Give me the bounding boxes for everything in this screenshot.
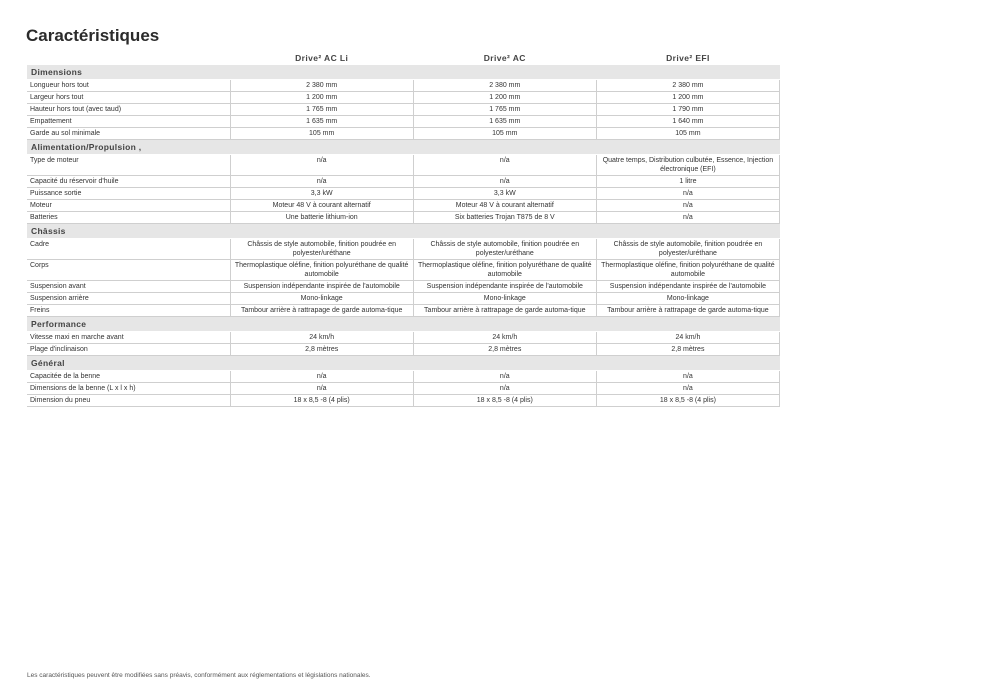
section-title: Dimensions bbox=[27, 65, 780, 80]
spec-value: 2 380 mm bbox=[596, 80, 779, 92]
section-title: Général bbox=[27, 356, 780, 371]
spec-value: 18 x 8,5 -8 (4 plis) bbox=[413, 395, 596, 407]
spec-value: 18 x 8,5 -8 (4 plis) bbox=[596, 395, 779, 407]
spec-value: 2,8 mètres bbox=[413, 344, 596, 356]
spec-value: Quatre temps, Distribution culbutée, Essence, Injection électronique (EFI) bbox=[596, 155, 779, 176]
table-row bbox=[27, 239, 780, 260]
spec-value: Thermoplastique oléfine, finition polyuréthane de qualité automobile bbox=[230, 260, 413, 281]
table-row bbox=[27, 92, 780, 104]
table-row bbox=[27, 383, 780, 395]
spec-label: Moteur bbox=[27, 200, 230, 212]
table-row bbox=[27, 104, 780, 116]
spec-value: 1 790 mm bbox=[596, 104, 779, 116]
spec-value: Tambour arrière à rattrapage de garde automa-tique bbox=[230, 305, 413, 317]
spec-label: Plage d'inclinaison bbox=[27, 344, 230, 356]
spec-value: 1 765 mm bbox=[413, 104, 596, 116]
spec-value: 1 765 mm bbox=[230, 104, 413, 116]
spec-value: 1 200 mm bbox=[413, 92, 596, 104]
spec-value: 3,3 kW bbox=[230, 188, 413, 200]
spec-value: 105 mm bbox=[230, 128, 413, 140]
spec-value: 18 x 8,5 -8 (4 plis) bbox=[230, 395, 413, 407]
model-header: Drive² AC bbox=[483, 53, 526, 63]
table-row bbox=[27, 176, 780, 188]
spec-value: Tambour arrière à rattrapage de garde automa-tique bbox=[413, 305, 596, 317]
spec-value: n/a bbox=[596, 212, 779, 224]
spec-label: Capacitée de la benne bbox=[27, 371, 230, 383]
spec-value: 2,8 mètres bbox=[596, 344, 779, 356]
spec-value: n/a bbox=[596, 383, 779, 395]
spec-label: Suspension avant bbox=[27, 281, 230, 293]
table-row bbox=[27, 305, 780, 317]
section-title: Alimentation/Propulsion , bbox=[27, 140, 780, 155]
table-row bbox=[27, 344, 780, 356]
spec-value: n/a bbox=[230, 155, 413, 176]
header-spacer bbox=[27, 52, 230, 65]
spec-value: n/a bbox=[596, 200, 779, 212]
section-header-row bbox=[27, 317, 780, 332]
spec-value: 24 km/h bbox=[413, 332, 596, 344]
spec-value: Tambour arrière à rattrapage de garde automa-tique bbox=[596, 305, 779, 317]
section-title: Performance bbox=[27, 317, 780, 332]
table-row bbox=[27, 116, 780, 128]
table-row bbox=[27, 281, 780, 293]
spec-value: Une batterie lithium-ion bbox=[230, 212, 413, 224]
spec-value: 1 640 mm bbox=[596, 116, 779, 128]
table-row bbox=[27, 80, 780, 92]
spec-label: Empattement bbox=[27, 116, 230, 128]
spec-value: 24 km/h bbox=[230, 332, 413, 344]
table-row bbox=[27, 395, 780, 407]
spec-label: Vitesse maxi en marche avant bbox=[27, 332, 230, 344]
spec-label: Puissance sortie bbox=[27, 188, 230, 200]
table-row bbox=[27, 212, 780, 224]
spec-value: n/a bbox=[596, 188, 779, 200]
table-row bbox=[27, 188, 780, 200]
spec-label: Garde au sol minimale bbox=[27, 128, 230, 140]
spec-value: Mono-linkage bbox=[230, 293, 413, 305]
spec-value: n/a bbox=[413, 176, 596, 188]
spec-value: Mono-linkage bbox=[413, 293, 596, 305]
section-header-row bbox=[27, 224, 780, 239]
spec-label: Capacité du réservoir d'huile bbox=[27, 176, 230, 188]
spec-value: Suspension indépendante inspirée de l'automobile bbox=[413, 281, 596, 293]
spec-value: 2 380 mm bbox=[413, 80, 596, 92]
table-row bbox=[27, 293, 780, 305]
spec-value: Suspension indépendante inspirée de l'automobile bbox=[596, 281, 779, 293]
spec-value: Thermoplastique oléfine, finition polyuréthane de qualité automobile bbox=[596, 260, 779, 281]
spec-value: 3,3 kW bbox=[413, 188, 596, 200]
model-header-row bbox=[27, 52, 780, 65]
spec-label: Batteries bbox=[27, 212, 230, 224]
table-row bbox=[27, 155, 780, 176]
spec-value: n/a bbox=[230, 176, 413, 188]
spec-label: Freins bbox=[27, 305, 230, 317]
section-header-row bbox=[27, 140, 780, 155]
table-row bbox=[27, 371, 780, 383]
model-header: Drive² AC Li bbox=[295, 53, 349, 63]
spec-value: Châssis de style automobile, finition poudrée en polyester/uréthane bbox=[230, 239, 413, 260]
spec-value: 1 635 mm bbox=[413, 116, 596, 128]
spec-value: Moteur 48 V à courant alternatif bbox=[230, 200, 413, 212]
footnote: Les caractéristiques peuvent être modifiées sans préavis, conformément aux réglementations et législations nationales. bbox=[27, 672, 371, 679]
spec-value: 2 380 mm bbox=[230, 80, 413, 92]
spec-label: Dimensions de la benne (L x l x h) bbox=[27, 383, 230, 395]
spec-label: Largeur hors tout bbox=[27, 92, 230, 104]
spec-value: n/a bbox=[230, 383, 413, 395]
spec-value: Moteur 48 V à courant alternatif bbox=[413, 200, 596, 212]
table-row bbox=[27, 260, 780, 281]
spec-value: Thermoplastique oléfine, finition polyuréthane de qualité automobile bbox=[413, 260, 596, 281]
spec-label: Longueur hors tout bbox=[27, 80, 230, 92]
spec-value: n/a bbox=[230, 371, 413, 383]
spec-value: 1 200 mm bbox=[596, 92, 779, 104]
table-row bbox=[27, 200, 780, 212]
spec-label: Cadre bbox=[27, 239, 230, 260]
section-header-row bbox=[27, 65, 780, 80]
spec-value: Châssis de style automobile, finition poudrée en polyester/uréthane bbox=[413, 239, 596, 260]
spec-label: Corps bbox=[27, 260, 230, 281]
spec-label: Type de moteur bbox=[27, 155, 230, 176]
spec-label: Hauteur hors tout (avec taud) bbox=[27, 104, 230, 116]
spec-value: 1 200 mm bbox=[230, 92, 413, 104]
spec-value: 2,8 mètres bbox=[230, 344, 413, 356]
spec-value: 1 635 mm bbox=[230, 116, 413, 128]
spec-value: Six batteries Trojan T875 de 8 V bbox=[413, 212, 596, 224]
spec-label: Dimension du pneu bbox=[27, 395, 230, 407]
spec-value: Suspension indépendante inspirée de l'automobile bbox=[230, 281, 413, 293]
page-title: Caractéristiques bbox=[26, 26, 160, 45]
spec-value: n/a bbox=[413, 371, 596, 383]
section-header-row bbox=[27, 356, 780, 371]
spec-value: 105 mm bbox=[596, 128, 779, 140]
spec-value: Châssis de style automobile, finition poudrée en polyester/uréthane bbox=[596, 239, 779, 260]
model-header: Drive² EFI bbox=[666, 53, 710, 63]
spec-value: Mono-linkage bbox=[596, 293, 779, 305]
spec-value: 105 mm bbox=[413, 128, 596, 140]
spec-label: Suspension arrière bbox=[27, 293, 230, 305]
spec-value: n/a bbox=[596, 371, 779, 383]
spec-value: n/a bbox=[413, 383, 596, 395]
table-row bbox=[27, 128, 780, 140]
spec-value: 24 km/h bbox=[596, 332, 779, 344]
table-row bbox=[27, 332, 780, 344]
specifications-table bbox=[27, 52, 780, 407]
spec-value: 1 litre bbox=[596, 176, 779, 188]
spec-value: n/a bbox=[413, 155, 596, 176]
section-title: Châssis bbox=[27, 224, 780, 239]
